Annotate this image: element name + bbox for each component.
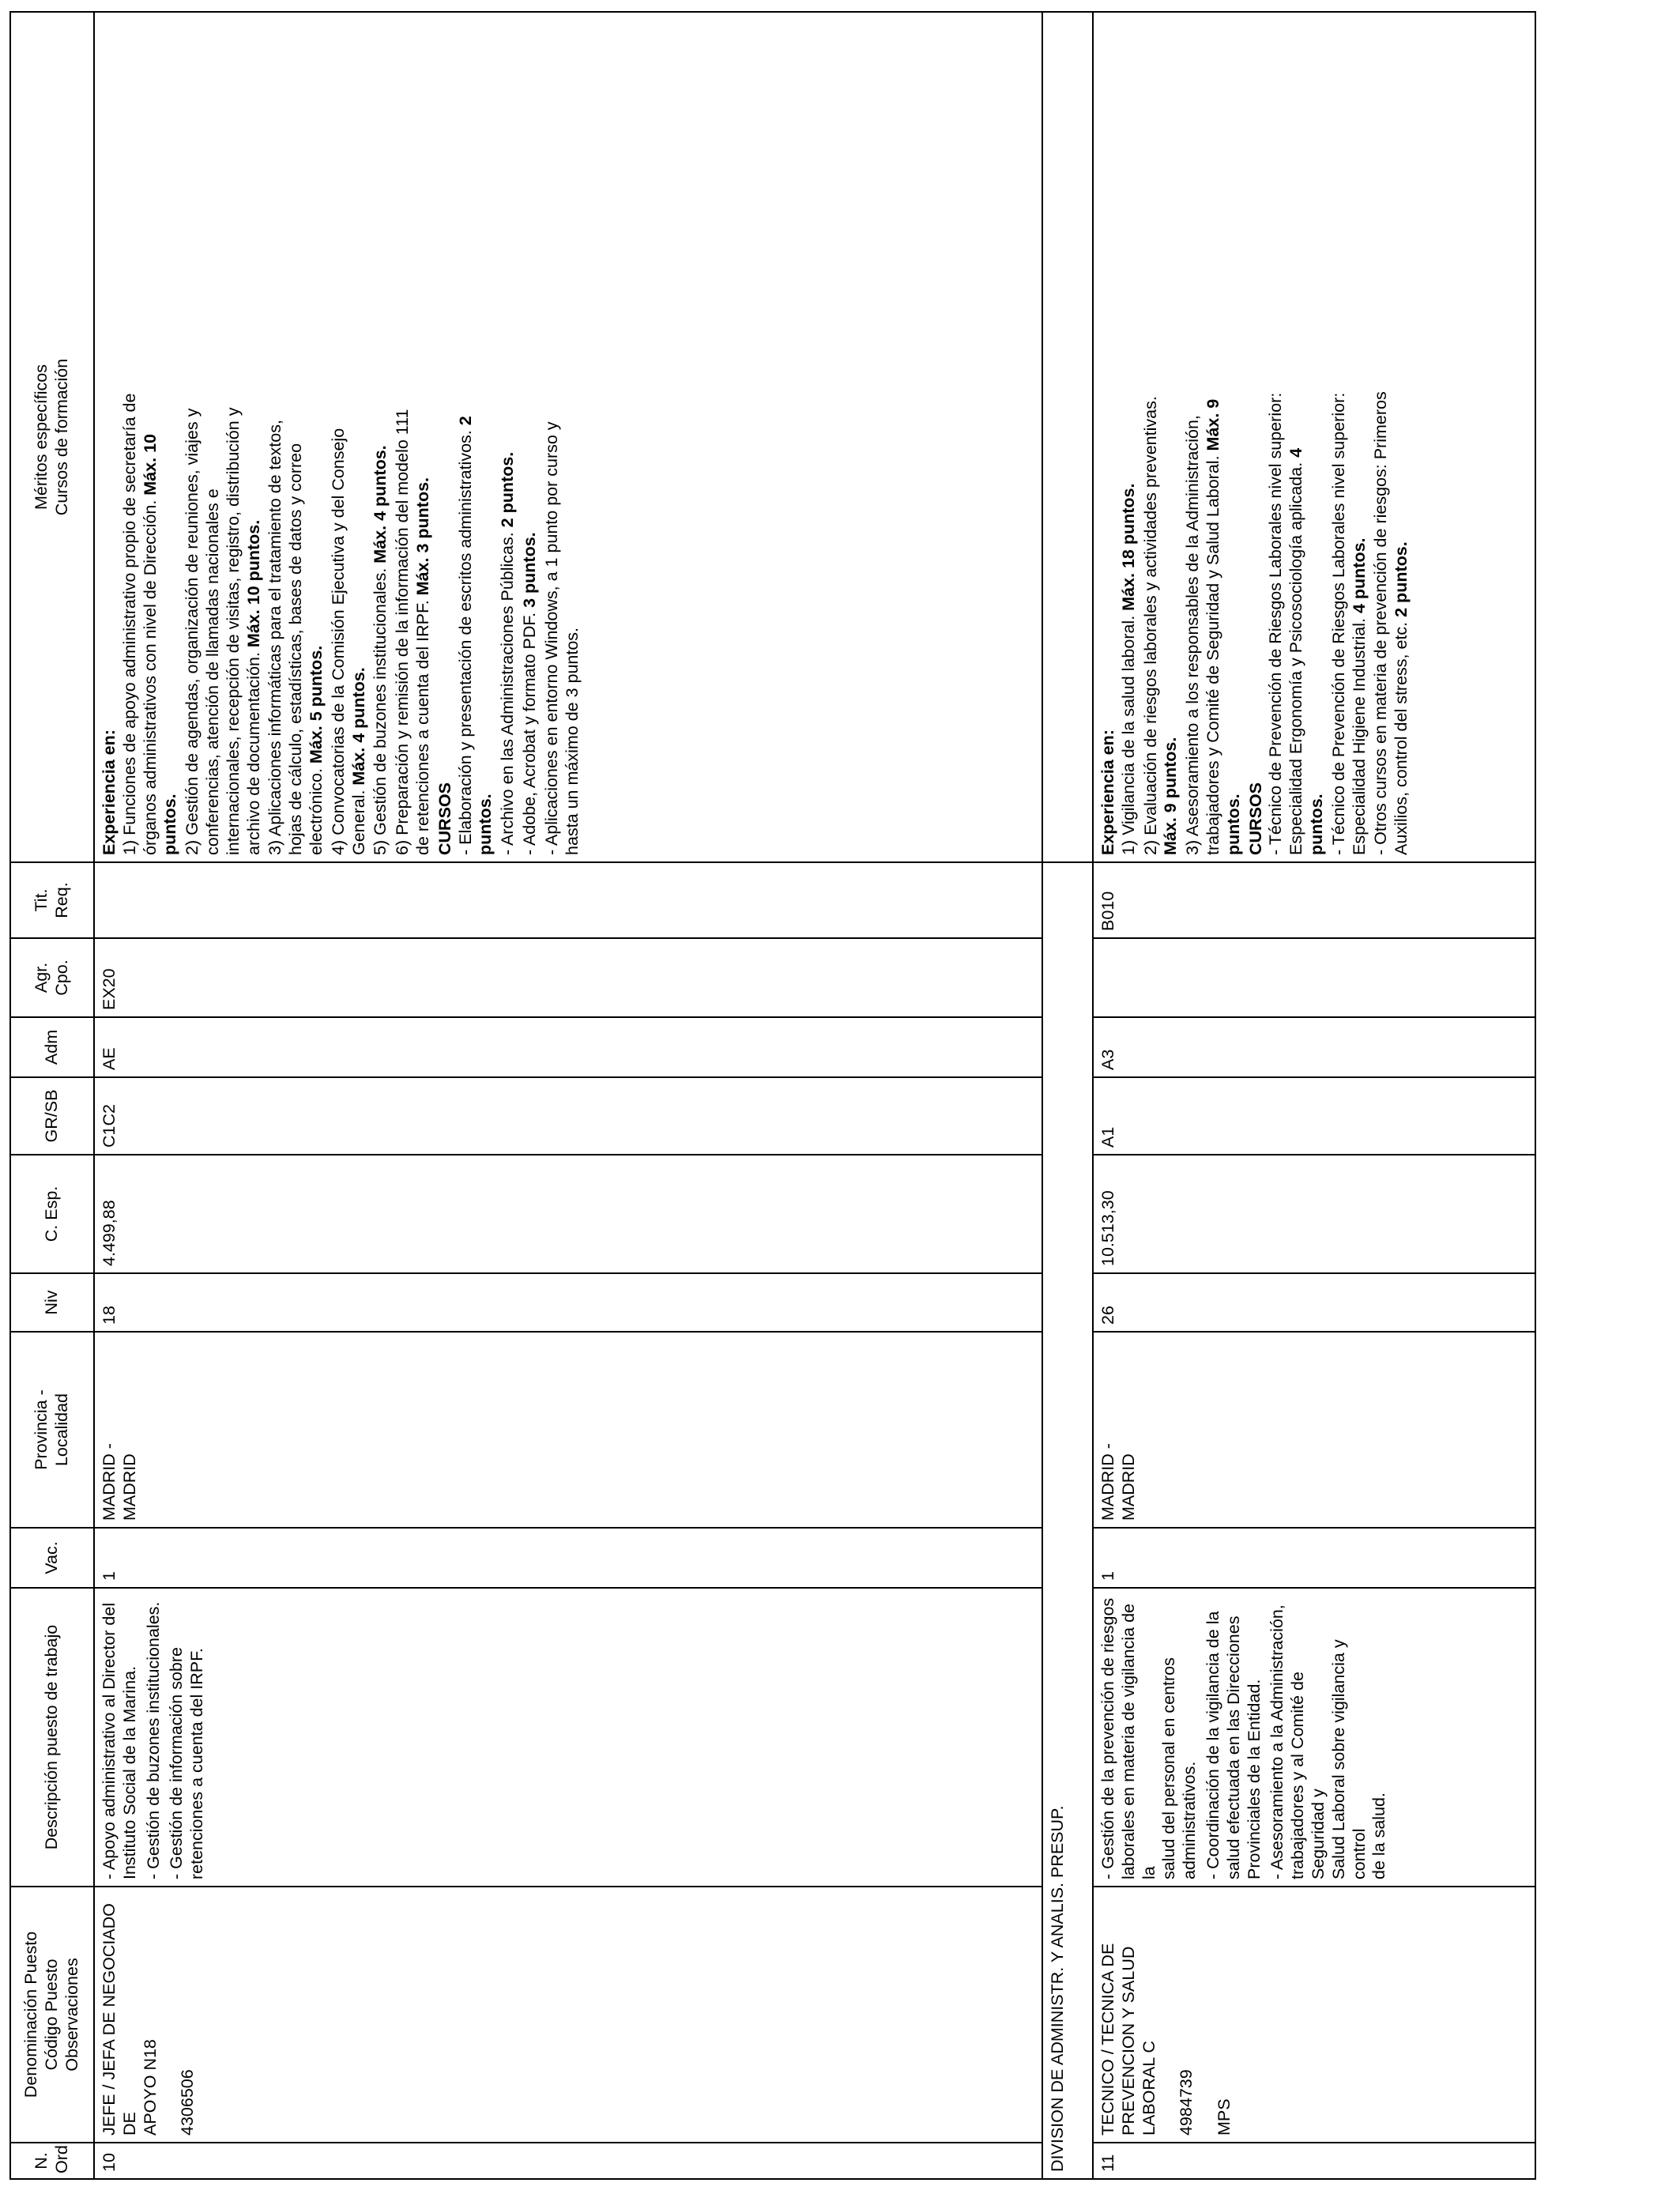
cell-niv: 26	[1093, 1273, 1535, 1332]
curso-item: - Archivo en las Administraciones Públicas. 2 puntos.	[498, 451, 518, 855]
cell-agr-cpo	[1093, 938, 1535, 1017]
cell-meritos	[94, 12, 1042, 862]
description-item: - Asesoramiento a la Administración, trabajadores y al Comité de Seguridad y Salud Laboral sobre vigilancia y control de la salud.	[1268, 1604, 1389, 1879]
header-c-esp: C. Esp.	[10, 1155, 94, 1273]
cell-descripcion	[94, 1588, 1042, 1887]
header-provincia: Provincia - Localidad	[10, 1332, 94, 1528]
cursos-heading: CURSOS	[1245, 782, 1265, 855]
cell-descripcion	[1093, 1588, 1535, 1887]
cursos-heading: CURSOS	[435, 782, 454, 855]
header-vac: Vac.	[10, 1528, 94, 1588]
description-item: - Gestión de buzones institucionales.	[143, 1601, 163, 1879]
header-niv: Niv	[10, 1273, 94, 1332]
cell-c-esp: 4.499,88	[94, 1155, 1042, 1273]
header-tit-req: Tit. Req.	[10, 862, 94, 938]
description-item: - Gestión de la prevención de riesgos laborales en materia de vigilancia de la salud del personal en centros administrativos.	[1098, 1597, 1200, 1879]
merito-item: 2) Evaluación de riesgos laborales y actividades preventivas. Máx. 9 puntos.	[1140, 396, 1181, 855]
merito-item: 5) Gestión de buzones institucionales. Máx. 4 puntos.	[371, 445, 390, 855]
header-descripcion: Descripción puesto de trabajo	[10, 1588, 94, 1887]
merito-item: 3) Aplicaciones informáticas para el tratamiento de textos, hojas de cálculo, estadísticas, bases de datos y correo electrónico. Máx. 5 puntos.	[266, 420, 326, 855]
positions-table	[9, 11, 1536, 2180]
meritos-heading: Experiencia en:	[1098, 729, 1117, 855]
header-denominacion: Denominación Puesto Código Puesto Observaciones	[10, 1887, 94, 2143]
header-n-ord: N. Ord	[10, 2143, 94, 2179]
curso-item: - Otros cursos en materia de prevención de riesgos: Primeros Auxilios, control del stress, etc. 2 puntos.	[1371, 391, 1411, 855]
description-item: - Gestión de información sobre retenciones a cuenta del IRPF.	[167, 1647, 207, 1879]
job-code: 4306506	[178, 2069, 198, 2136]
cell-adm: AE	[94, 1017, 1042, 1077]
description-item: - Coordinación de la vigilancia de la salud efectuada en las Direcciones Provinciales de la Entidad.	[1203, 1611, 1264, 1879]
cell-meritos	[1093, 12, 1535, 862]
cell-adm: A3	[1093, 1017, 1535, 1077]
header-meritos: Méritos específicos Cursos de formación	[10, 12, 94, 862]
cell-gr-sb: A1	[1093, 1077, 1535, 1155]
meritos-heading: Experiencia en:	[100, 729, 119, 855]
job-title: JEFE / JEFA DE NEGOCIADO DE APOYO N18	[100, 1903, 160, 2136]
merito-item: 4) Convocatorias de la Comisión Ejecutiva y del Consejo General. Máx. 4 puntos.	[328, 428, 368, 855]
cell-provincia: MADRID - MADRID	[94, 1332, 1042, 1528]
description-item: - Apoyo administrativo al Director del Instituto Social de la Marina.	[100, 1602, 139, 1879]
cell-n-ord: 11	[1093, 2143, 1535, 2179]
job-code: 4984739	[1177, 2069, 1196, 2136]
table-row	[1093, 12, 1535, 2179]
cell-tit-req	[94, 862, 1042, 938]
header-adm: Adm	[10, 1017, 94, 1077]
cell-vac: 1	[94, 1528, 1042, 1588]
job-observations: MPS	[1215, 2098, 1234, 2136]
cell-vac: 1	[1093, 1528, 1535, 1588]
section-row	[1042, 12, 1093, 2179]
section-label: DIVISION DE ADMINISTR. Y ANALIS. PRESUP.	[1042, 862, 1093, 2179]
cell-agr-cpo: EX20	[94, 938, 1042, 1017]
header-gr-sb: GR/SB	[10, 1077, 94, 1155]
merito-item: 6) Preparación y remisión de la información del modelo 111 de retenciones a cuenta del IRPF. Máx. 3 puntos.	[393, 409, 432, 855]
cell-c-esp: 10.513,30	[1093, 1155, 1535, 1273]
cell-denominacion	[1093, 1887, 1535, 2143]
merito-item: 2) Gestión de agendas, organización de reuniones, viajes y conferencias, atención de llamadas nacionales e internacionales, recepción de visitas, registro, distribución y archivo de documentación. Máx. 10 puntos.	[183, 407, 263, 855]
cell-n-ord: 10	[94, 2143, 1042, 2179]
curso-item: - Adobe, Acrobat y formato PDF. 3 puntos.	[519, 532, 539, 855]
curso-item: - Aplicaciones en entorno Windows, a 1 punto por curso y hasta un máximo de 3 puntos.	[541, 421, 582, 855]
cell-denominacion	[94, 1887, 1042, 2143]
cell-tit-req: B010	[1093, 862, 1535, 938]
table-row	[94, 12, 1042, 2179]
curso-item: - Elaboración y presentación de escritos administrativos. 2 puntos.	[455, 416, 495, 855]
cell-niv: 18	[94, 1273, 1042, 1332]
curso-item: - Técnico de Prevención de Riesgos Laborales nivel superior: Especialidad Higiene Industrial. 4 puntos.	[1328, 392, 1369, 855]
header-row	[10, 12, 94, 2179]
header-agr-cpo: Agr. Cpo.	[10, 938, 94, 1017]
merito-item: 3) Asesoramiento a los responsables de la Administración, trabajadores y Comité de Seguridad y Salud Laboral. Máx. 9 puntos.	[1183, 398, 1243, 855]
job-title: TECNICO / TECNICA DE PREVENCION Y SALUD LABORAL C	[1098, 1943, 1158, 2136]
section-empty-cell	[1042, 12, 1093, 862]
cell-provincia: MADRID - MADRID	[1093, 1332, 1535, 1528]
curso-item: - Técnico de Prevención de Riesgos Laborales nivel superior: Especialidad Ergonomía y Psicosociología aplicada. 4 puntos.	[1266, 392, 1326, 855]
merito-item: 1) Funciones de apoyo administrativo propio de secretaría de órganos administrativos con nivel de Dirección. Máx. 10 puntos.	[119, 393, 180, 855]
merito-item: 1) Vigilancia de la salud laboral. Máx. 18 puntos.	[1118, 483, 1138, 855]
cell-gr-sb: C1C2	[94, 1077, 1042, 1155]
